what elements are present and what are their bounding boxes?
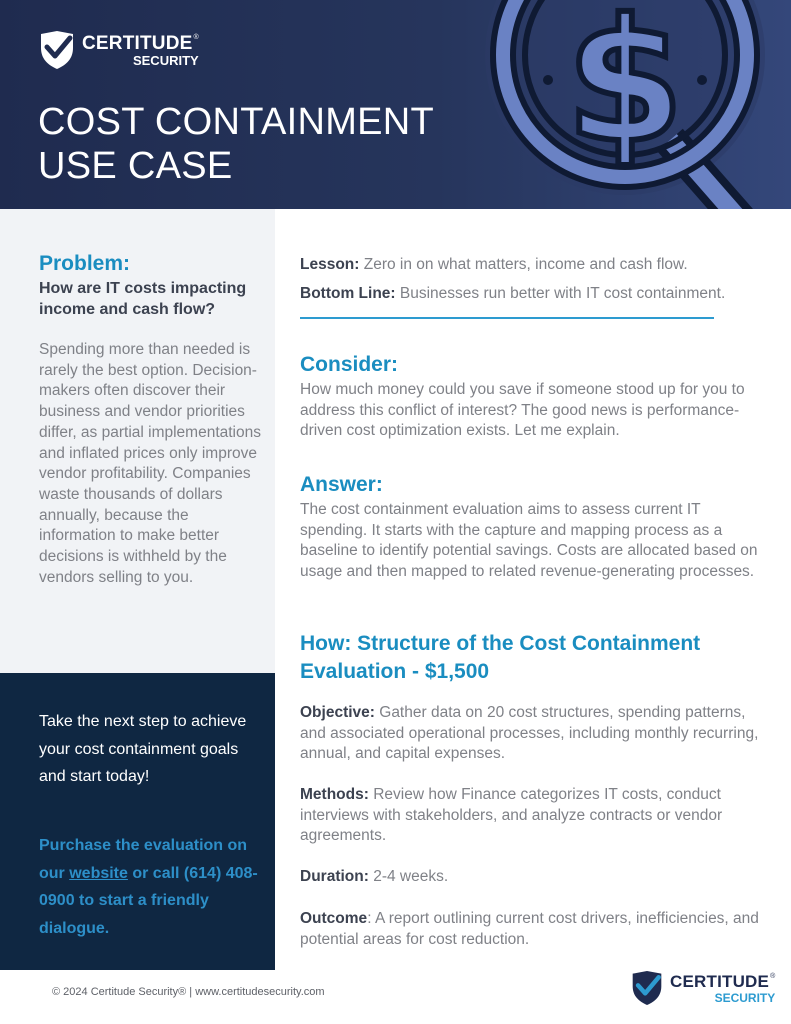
shield-check-icon (630, 970, 664, 1006)
header-logo[interactable] (38, 30, 199, 70)
methods-label: Methods: (300, 786, 369, 803)
objective-label: Objective: (300, 704, 375, 721)
lesson-line (300, 256, 688, 274)
answer-body: The cost containment evaluation aims to assess current IT spending. It starts with the capture and mapping process as a baseline to identify potential savings. Costs are allocated based on usage and then mapped to related revenue-generating processes. (300, 501, 758, 581)
footer-logo-brand: CERTITUDE (670, 971, 770, 991)
cta-main-text: Take the next step to achieve your cost containment goals and start today! (39, 713, 247, 785)
consider-heading: Consider: (300, 353, 399, 376)
bottom-line-label: Bottom Line: (300, 285, 396, 302)
page-title-line1: COST CONTAINMENT (38, 101, 435, 143)
objective-paragraph (300, 703, 770, 765)
hero-banner (0, 0, 791, 209)
registered-mark: ® (193, 33, 199, 41)
answer-heading: Answer: (300, 473, 383, 496)
cta-sub-text (39, 832, 264, 942)
methods-paragraph (300, 785, 770, 847)
logo-brand: CERTITUDE (82, 32, 193, 54)
cta-panel (0, 673, 275, 970)
page-title (38, 100, 434, 188)
duration-paragraph (300, 867, 770, 888)
registered-mark: ® (770, 972, 776, 980)
problem-question: How are IT costs impacting income and cash flow? (39, 280, 247, 318)
cta-sub-before: Purchase the evaluation on our (39, 837, 248, 882)
methods-text: Review how Finance categorizes IT costs, conduct interviews with stakeholders, and analyze contracts or vendor agreements. (300, 786, 723, 845)
duration-label: Duration: (300, 868, 369, 885)
bottom-line-text: Businesses run better with IT cost containment. (395, 285, 726, 302)
magnifier-dollar-icon (440, 0, 791, 209)
divider (300, 317, 714, 319)
svg-text:$: $ (565, 0, 685, 181)
footer-copyright: © 2024 Certitude Security® | www.certitudesecurity.com (52, 986, 325, 998)
how-heading: How: Structure of the Cost Containment Evaluation - $1,500 (300, 632, 701, 683)
problem-body: Spending more than needed is rarely the best option. Decision-makers often discover their business and vendor priorities differ, as partial implementations and inflated prices only improve vendor profitability. Companies waste thousands of dollars annually, because the information to make better decisions is withheld by the vendors selling to you. (39, 341, 261, 586)
duration-text: 2-4 weeks. (368, 868, 449, 885)
objective-text: Gather data on 20 cost structures, spending patterns, and associated operational processes, including monthly recurring, annual, and capital expenses. (300, 704, 759, 763)
lesson-label: Lesson: (300, 256, 360, 273)
problem-panel (0, 209, 275, 673)
shield-check-icon (38, 30, 76, 70)
page-title-line2: USE CASE (38, 145, 233, 187)
bottom-line (300, 285, 725, 303)
logo-sub: SECURITY (132, 52, 199, 68)
cta-sub-after: or call (614) 408-0900 to start a friendly dialogue. (39, 864, 258, 937)
consider-body: How much money could you save if someone stood up for you to address this conflict of interest? The good news is performance-driven cost optimization exists. Let me explain. (300, 381, 745, 440)
outcome-text: : A report outlining current cost drivers, inefficiencies, and potential areas for cost reduction. (300, 910, 759, 948)
footer-logo-sub: SECURITY (714, 990, 776, 1005)
outcome-paragraph (300, 909, 770, 950)
footer-logo[interactable] (630, 970, 775, 1006)
outcome-label: Outcome (300, 910, 368, 927)
lesson-text: Zero in on what matters, income and cash flow. (359, 256, 688, 273)
problem-heading: Problem: (39, 252, 131, 275)
website-link[interactable]: website (69, 864, 128, 882)
